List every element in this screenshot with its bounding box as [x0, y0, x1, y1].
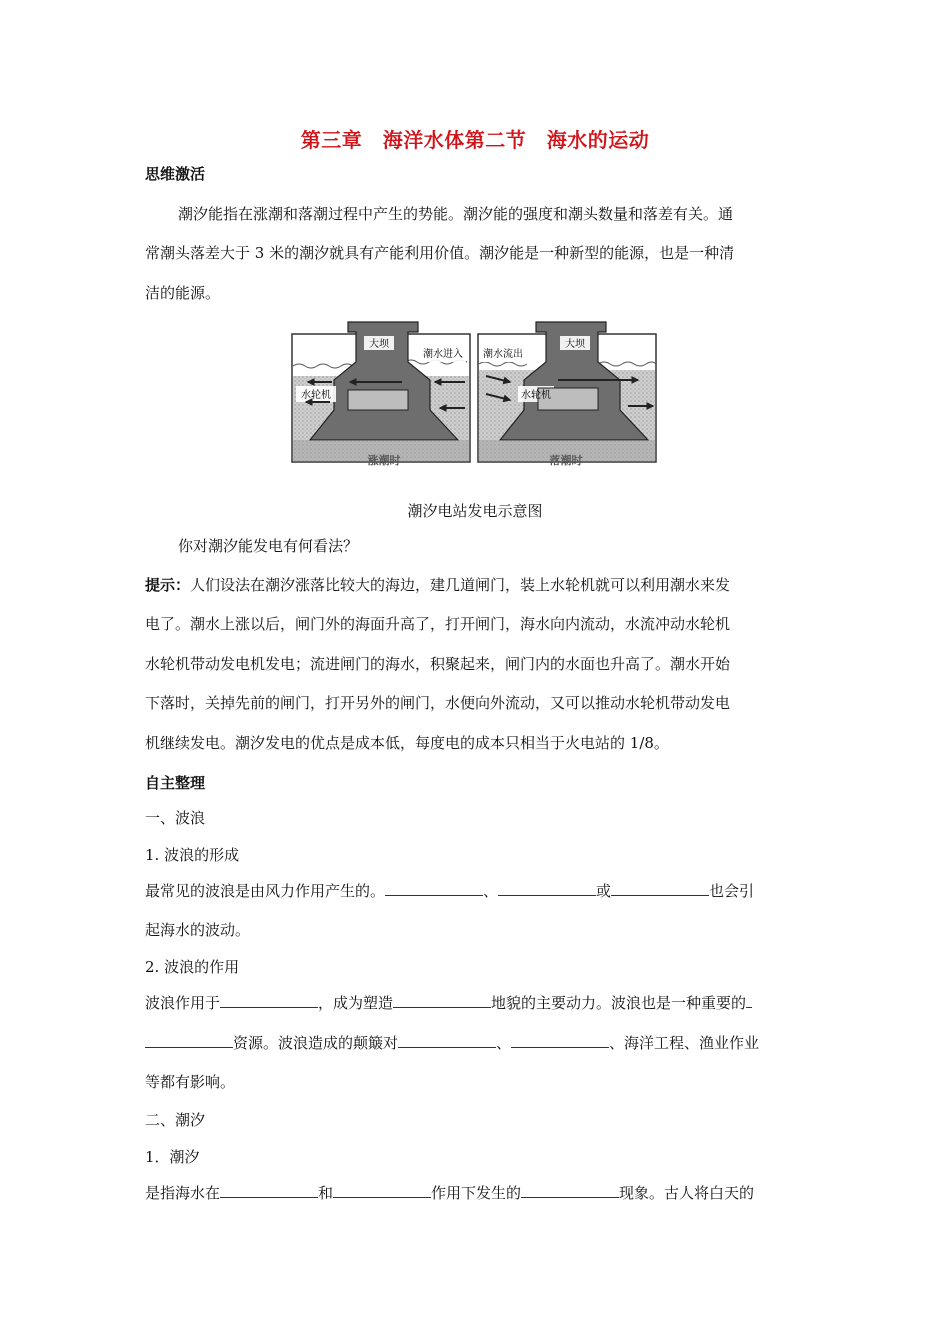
fill-blank[interactable]: [393, 994, 491, 1008]
hint-line-2: 电了。潮水上涨以后，闸门外的海面升高了，打开闸门，海水向内流动，水流冲动水轮机: [145, 615, 731, 633]
waves-subheading-2: 2. 波浪的作用: [145, 958, 240, 976]
page-title: 第三章 海洋水体第二节 海水的运动: [300, 128, 650, 152]
fill-blank[interactable]: [746, 994, 752, 1008]
fill-blank[interactable]: [498, 882, 596, 896]
figure-caption: 潮汐电站发电示意图: [407, 502, 543, 520]
tides-heading: 二、潮汐: [145, 1111, 206, 1129]
waves-fill-line-2: 起海水的波动。: [145, 921, 251, 939]
fill-blank[interactable]: [511, 1034, 609, 1048]
waves-fill-line-4: [145, 1032, 805, 1053]
waves-fill-line-1: [145, 880, 805, 901]
text-seg: 最常见的波浪是由风力作用产生的。: [145, 882, 386, 900]
hint-label: 提示：: [145, 576, 191, 594]
waves-subheading-1: 1. 波浪的形成: [145, 846, 240, 864]
text-seg: 、: [496, 1034, 512, 1052]
caption-ebb: 落潮时: [549, 454, 583, 467]
fill-blank[interactable]: [521, 1184, 619, 1198]
flood-tide-panel: [292, 322, 470, 462]
text-seg: 资源。波浪造成的颠簸对: [233, 1034, 399, 1052]
text-seg: 和: [318, 1184, 334, 1202]
turbine-label-right: 水轮机: [521, 390, 551, 401]
tides-subheading-1: 1．潮汐: [145, 1148, 200, 1166]
text-seg: 是指海水在: [145, 1184, 221, 1202]
fill-blank[interactable]: [333, 1184, 431, 1198]
tidal-station-figure: [290, 320, 660, 470]
text-seg: 作用下发生的: [431, 1184, 522, 1202]
ebb-tide-panel: [478, 322, 656, 462]
fill-blank[interactable]: [611, 882, 709, 896]
waves-fill-line-5: 等都有影响。: [145, 1073, 236, 1091]
fill-blank[interactable]: [145, 1034, 233, 1048]
text-seg: 、海洋工程、渔业作业: [609, 1034, 760, 1052]
fill-blank[interactable]: [385, 882, 483, 896]
hint-line-4: 下落时，关掉先前的闸门，打开另外的闸门，水便向外流动，又可以推动水轮机带动发电: [145, 694, 731, 712]
turbine-label-left: 水轮机: [301, 390, 331, 401]
intro-line-3: 洁的能源。: [145, 284, 221, 302]
waves-fill-line-3: [145, 992, 805, 1013]
intro-line-2: 常潮头落差大于 3 米的潮汐就具有产能利用价值。潮汐能是一种新型的能源，也是一种清: [145, 244, 735, 262]
flow-label-right: 潮水流出: [483, 349, 523, 360]
text-seg: ，成为塑造: [318, 994, 394, 1012]
text-seg: 或: [596, 882, 612, 900]
text-seg: 也会引: [709, 882, 755, 900]
question-text: 你对潮汐能发电有何看法？: [178, 537, 359, 555]
caption-flood: 涨潮时: [367, 454, 401, 467]
hint-line-5: 机继续发电。潮汐发电的优点是成本低，每度电的成本只相当于火电站的 1/8。: [145, 734, 669, 752]
intro-line-1: 潮汐能指在涨潮和落潮过程中产生的势能。潮汐能的强度和潮头数量和落差有关。通: [178, 205, 734, 223]
flow-label-left: 潮水进入: [423, 349, 463, 360]
text-seg: 波浪作用于: [145, 994, 221, 1012]
fill-blank[interactable]: [398, 1034, 496, 1048]
dam-label-left: 大坝: [369, 339, 389, 350]
dam-label-right: 大坝: [565, 339, 585, 350]
section-heading-self: 自主整理: [145, 774, 206, 792]
fill-blank[interactable]: [220, 994, 318, 1008]
hint-line-3: 水轮机带动发电机发电；流进闸门的海水，积聚起来，闸门内的水面也升高了。潮水开始: [145, 655, 731, 673]
fill-blank[interactable]: [220, 1184, 318, 1198]
text-seg: 、: [483, 882, 499, 900]
hint-text-1: 人们设法在潮汐涨落比较大的海边，建几道闸门，装上水轮机就可以利用潮水来发: [190, 576, 731, 594]
text-seg: 地貌的主要动力。波浪也是一种重要的: [491, 994, 747, 1012]
section-heading-thinking: 思维激活: [145, 165, 206, 183]
tides-fill-line-1: [145, 1182, 805, 1203]
waves-heading: 一、波浪: [145, 809, 206, 827]
text-seg: 现象。古人将白天的: [619, 1184, 755, 1202]
hint-line-1: [145, 574, 805, 595]
tidal-diagram-svg: [290, 320, 660, 470]
